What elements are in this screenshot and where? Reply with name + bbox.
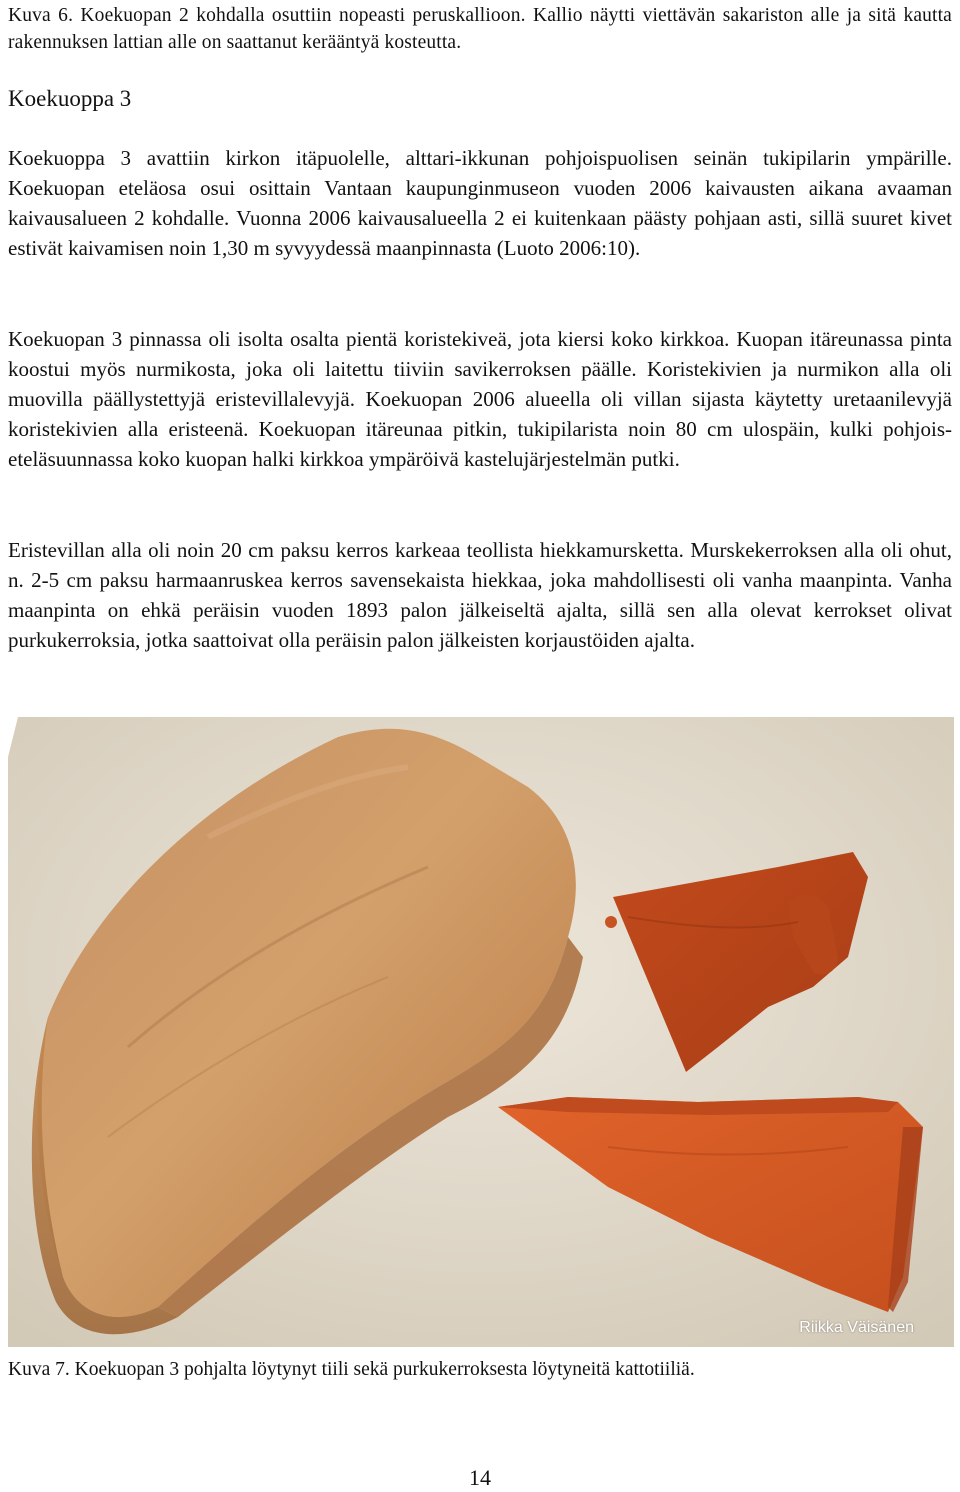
paragraph-2: Koekuopan 3 pinnassa oli isolta osalta pientä koristekiveä, jota kiersi koko kirkkoa. Kuopan itäreunassa pinta koostui myös nurmikosta, joka oli laitettu tiiviin savikerroksen päälle. Koristekivien ja nurmikon alla oli muovilla päällystettyjä eristevillalevyjä. Koekuopan 2006 alueella oli villan sijasta käytetty uretaanilevyjä koristekivien alla eristeenä. Koekuopan itäreunaa pitkin, tukipilarista noin 80 cm ulospäin, kulki pohjois-eteläsuunnassa koko kuopan halki kirkkoa ympäröivä kastelujärjestelmän putki.	[8, 327, 952, 471]
paragraph-1: Koekuoppa 3 avattiin kirkon itäpuolelle, alttari-ikkunan pohjoispuolisen seinän tukipilarin ympärille. Koekuopan eteläosa osui osittain Vantaan kaupunginmuseon vuoden 2006 kaivausten aikana avaaman kaivausalueen 2 kohdalle. Vuonna 2006 kaivausalueella 2 ei kuitenkaan päästy pohjaan asti, sillä suuret kivet estivät kaivamisen noin 1,30 m syvyydessä maanpinnasta (Luoto 2006:10).	[8, 146, 952, 260]
artifact-photo-illustration	[8, 717, 954, 1347]
photo-credit: Riikka Väisänen	[799, 1319, 914, 1336]
section-heading: Koekuoppa 3	[8, 86, 132, 111]
figure-6-caption: Kuva 6. Koekuopan 2 kohdalla osuttiin nopeasti peruskallioon. Kallio näytti viettävän sakariston alle ja sitä kautta rakennuksen lattian alle on saattanut kerääntyä kosteutta.	[8, 5, 952, 53]
figure-7-photo	[8, 717, 954, 1347]
page-number: 14	[469, 1465, 491, 1490]
paragraph-3: Eristevillan alla oli noin 20 cm paksu kerros karkeaa teollista hiekkamursketta. Murskekerroksen alla oli ohut, n. 2-5 cm paksu harmaanruskea kerros savensekaista hiekkaa, joka mahdollisesti oli vanha maanpinta. Vanha maanpinta on ehkä peräisin vuoden 1893 palon jälkeiseltä ajalta, sillä sen alla olevat kerrokset olivat purkukerroksia, jotka saattoivat olla peräisin palon jälkeisten korjaustöiden ajalta.	[8, 538, 952, 652]
figure-7-caption: Kuva 7. Koekuopan 3 pohjalta löytynyt tiili sekä purkukerroksesta löytyneitä kattotiiliä.	[8, 1359, 695, 1380]
